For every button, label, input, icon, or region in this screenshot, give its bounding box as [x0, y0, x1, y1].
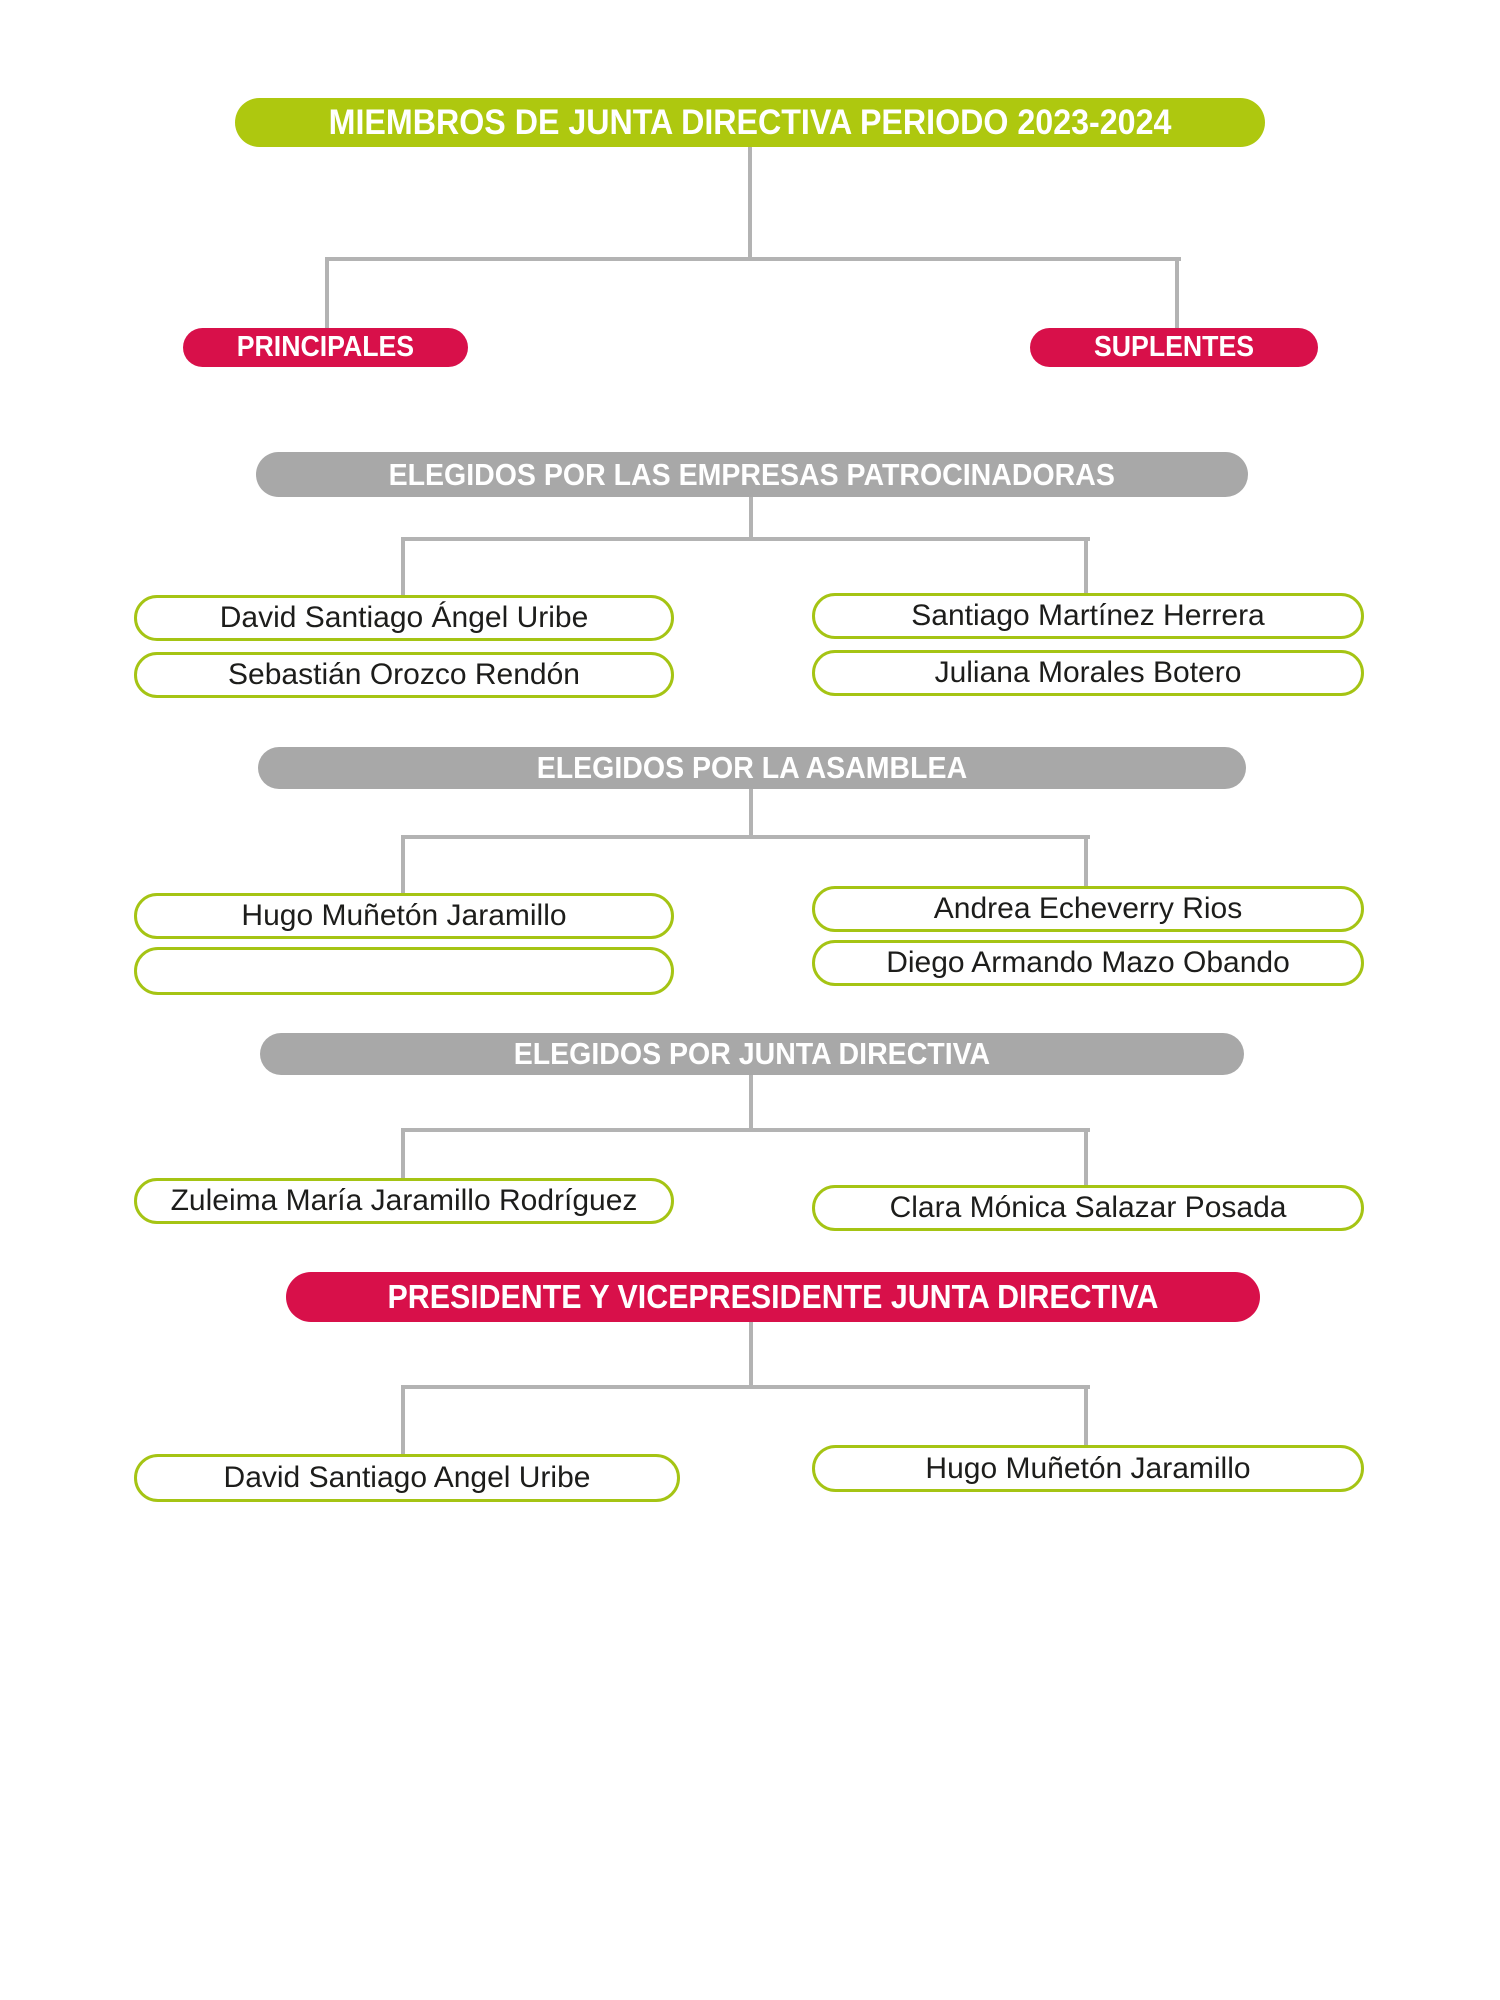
member-pill: [134, 652, 674, 698]
member-name: Sebastián Orozco Rendón: [228, 658, 580, 691]
member-pill: [134, 1178, 674, 1224]
member-pill: [134, 595, 674, 641]
connector-line: [1084, 1385, 1088, 1446]
member-name: Hugo Muñetón Jaramillo: [241, 899, 567, 932]
principales-label: PRINCIPALES: [236, 331, 415, 363]
suplentes-label: SUPLENTES: [1093, 331, 1255, 363]
member-pill: [812, 593, 1364, 639]
principales-pill: [183, 328, 468, 367]
connector-line: [749, 1075, 753, 1130]
connector-line: [1175, 257, 1179, 329]
connector-line: [401, 1128, 1090, 1132]
title-banner: [235, 98, 1265, 147]
suplentes-pill: [1030, 328, 1318, 367]
member-pill: [812, 650, 1364, 696]
connector-line: [325, 257, 329, 329]
member-name: Hugo Muñetón Jaramillo: [925, 1451, 1251, 1485]
title-text: MIEMBROS DE JUNTA DIRECTIVA PERIODO 2023-2024: [328, 102, 1172, 142]
section-header-text: PRESIDENTE Y VICEPRESIDENTE JUNTA DIRECTIVA: [387, 1278, 1159, 1315]
connector-line: [401, 835, 405, 893]
member-pill: [134, 1454, 680, 1502]
connector-line: [401, 537, 1090, 541]
connector-line: [325, 257, 1181, 261]
section-header-text: ELEGIDOS POR JUNTA DIRECTIVA: [513, 1036, 991, 1071]
connector-line: [1084, 1128, 1088, 1187]
section-header-patrocinadoras: [256, 452, 1248, 497]
section-header-text: ELEGIDOS POR LAS EMPRESAS PATROCINADORAS: [388, 456, 1116, 492]
member-pill: [812, 886, 1364, 932]
connector-line: [401, 835, 1090, 839]
member-name: David Santiago Ángel Uribe: [219, 601, 589, 634]
connector-line: [748, 147, 752, 259]
member-name: Diego Armando Mazo Obando: [886, 946, 1290, 979]
connector-line: [1084, 835, 1088, 888]
section-header-asamblea: [258, 747, 1246, 789]
member-name: Juliana Morales Botero: [934, 656, 1242, 689]
connector-line: [401, 537, 405, 595]
member-name: Santiago Martínez Herrera: [911, 599, 1265, 632]
member-pill: [812, 1185, 1364, 1231]
section-header-junta: [260, 1033, 1244, 1075]
connector-line: [749, 1322, 753, 1387]
member-pill: [812, 1445, 1364, 1492]
connector-line: [749, 497, 753, 539]
connector-line: [401, 1385, 1090, 1389]
member-name: David Santiago Angel Uribe: [223, 1461, 591, 1494]
connector-line: [1084, 537, 1088, 595]
member-name: Andrea Echeverry Rios: [933, 892, 1243, 925]
connector-line: [401, 1128, 405, 1180]
section-header-presidente: [286, 1272, 1260, 1322]
connector-line: [749, 789, 753, 837]
section-header-text: ELEGIDOS POR LA ASAMBLEA: [536, 750, 968, 785]
member-name: Zuleima María Jaramillo Rodríguez: [170, 1184, 638, 1217]
connector-line: [401, 1385, 405, 1455]
member-pill: [134, 893, 674, 939]
member-pill: [812, 940, 1364, 986]
member-name: Clara Mónica Salazar Posada: [889, 1191, 1287, 1224]
member-pill-empty: [134, 947, 674, 995]
